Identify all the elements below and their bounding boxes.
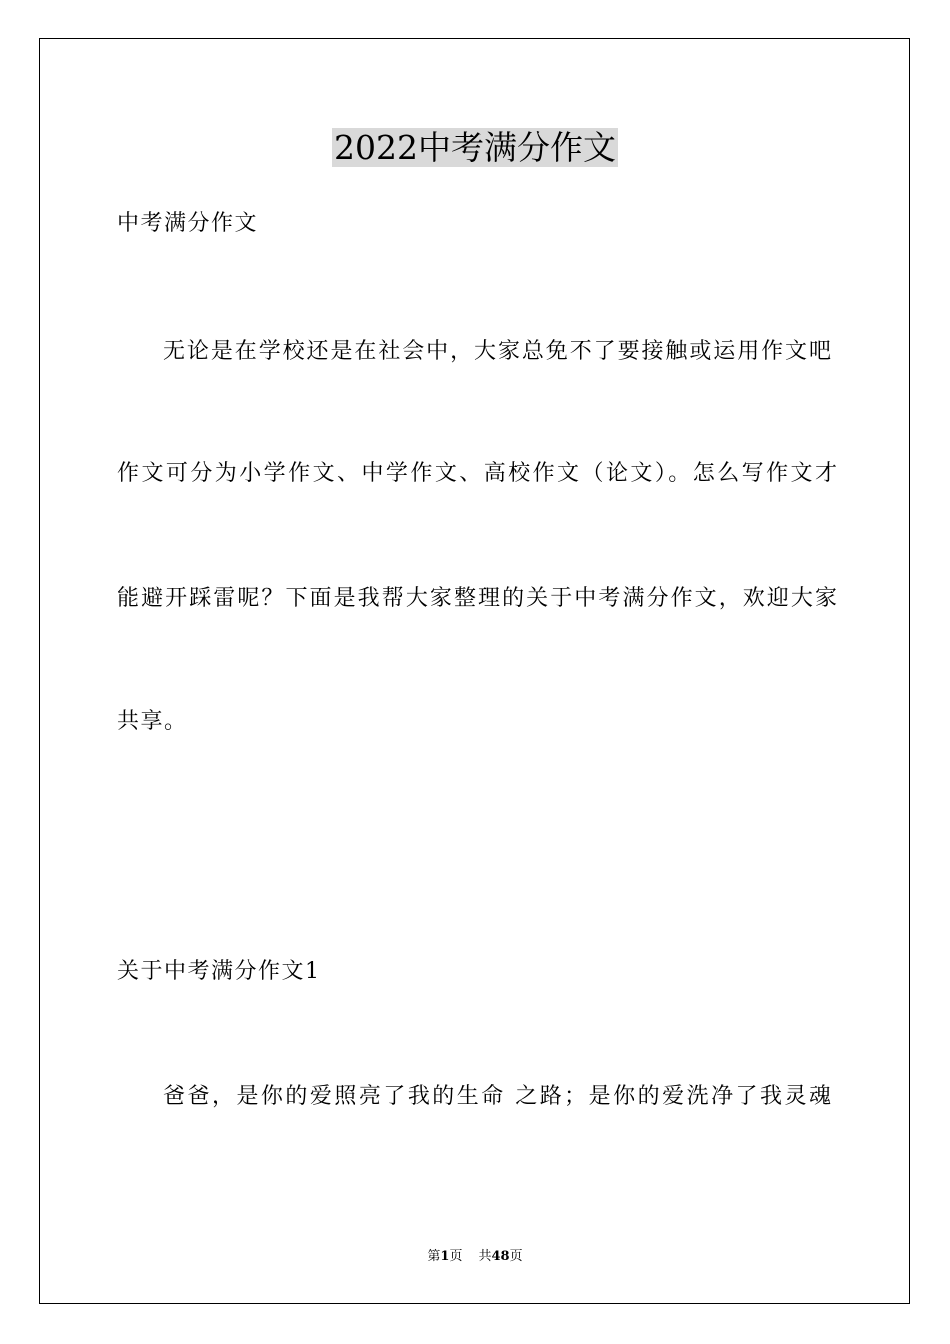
footer-total-suffix: 页 bbox=[509, 1249, 523, 1264]
document-title-text: 2022中考满分作文 bbox=[334, 128, 616, 167]
footer-page-number: 1 bbox=[440, 1249, 450, 1264]
intro-line-1: 无论是在学校还是在社会中，大家总免不了要接触或运用作文吧 bbox=[163, 339, 831, 364]
footer-page-prefix: 第 bbox=[427, 1249, 441, 1264]
footer-total-pages: 48 bbox=[491, 1249, 510, 1264]
document-subtitle: 中考满分作文 bbox=[117, 211, 259, 236]
intro-line-3: 能避开踩雷呢？下面是我帮大家整理的关于中考满分作文，欢迎大家 bbox=[117, 586, 837, 611]
intro-line-4: 共享。 bbox=[117, 709, 188, 734]
intro-line-2: 作文可分为小学作文、中学作文、高校作文（论文）。怎么写作文才 bbox=[117, 461, 837, 486]
footer-page-suffix: 页 bbox=[449, 1249, 463, 1264]
section-heading: 关于中考满分作文1 bbox=[117, 959, 321, 984]
document-title bbox=[0, 128, 950, 168]
section-line-1: 爸爸，是你的爱照亮了我的生命 之路；是你的爱洗净了我灵魂 bbox=[163, 1084, 831, 1109]
footer-total-prefix: 共 bbox=[478, 1249, 492, 1264]
page-footer bbox=[0, 1248, 950, 1266]
